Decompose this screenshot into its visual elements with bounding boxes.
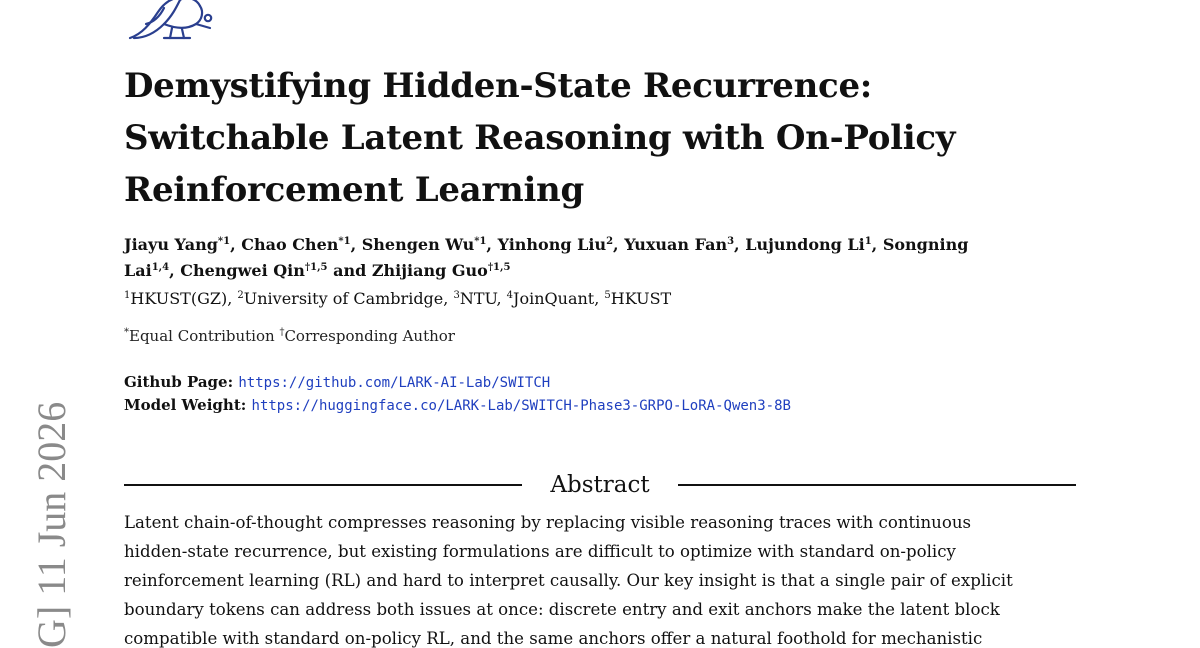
affil-name: University of Cambridge bbox=[243, 289, 444, 308]
author-separator: , bbox=[230, 235, 242, 254]
author-separator: , bbox=[871, 235, 883, 254]
affil-sup: 4 bbox=[506, 290, 514, 301]
author-line bbox=[124, 258, 1084, 284]
model-weight-row bbox=[124, 394, 791, 417]
abstract-header bbox=[124, 470, 1076, 500]
author-list bbox=[124, 232, 1084, 284]
resource-links bbox=[124, 371, 791, 417]
equal-contribution-text: Equal Contribution bbox=[129, 327, 280, 345]
affil-separator: , bbox=[227, 289, 238, 308]
model-weight-link[interactable]: https://huggingface.co/LARK-Lab/SWITCH-Phase3-GRPO-LoRA-Qwen3-8B bbox=[251, 398, 791, 414]
affil-name: NTU bbox=[459, 289, 497, 308]
affil-separator: , bbox=[594, 289, 605, 308]
arxiv-watermark: G] 11 Jun 2026 bbox=[29, 401, 74, 648]
author-name: Jiayu Yang bbox=[124, 235, 218, 254]
abstract-text bbox=[124, 508, 1076, 648]
affil-sup: 1 bbox=[124, 290, 131, 301]
author-sup: 3 bbox=[727, 236, 735, 247]
abstract-rule-left bbox=[124, 484, 522, 486]
title-line: Switchable Latent Reasoning with On-Policy bbox=[124, 118, 956, 158]
author-name: Lai bbox=[124, 261, 152, 280]
title-line: Demystifying Hidden-State Recurrence: bbox=[124, 66, 873, 106]
author-separator: and bbox=[327, 261, 372, 280]
author-separator: , bbox=[350, 235, 362, 254]
affil-name: HKUST bbox=[610, 289, 672, 308]
affil-sup: 3 bbox=[453, 290, 460, 301]
abstract-line: boundary tokens can address both issues at once: discrete entry and exit anchors make the latent block bbox=[124, 600, 1000, 619]
abstract-heading: Abstract bbox=[550, 472, 650, 498]
author-sup: 2 bbox=[606, 236, 614, 247]
author-sup: *1 bbox=[217, 236, 231, 247]
author-sup: *1 bbox=[338, 236, 351, 247]
abstract-line: compatible with standard on-policy RL, and the same anchors offer a natural foothold for mechanistic bbox=[124, 629, 983, 648]
author-sup: *1 bbox=[474, 236, 487, 247]
author-separator: , bbox=[169, 261, 181, 280]
affil-name: JoinQuant bbox=[513, 289, 595, 308]
abstract-line: reinforcement learning (RL) and hard to interpret causally. Our key insight is that a single pair of explicit bbox=[124, 571, 1013, 590]
author-sup: 1,4 bbox=[151, 262, 170, 273]
github-label: Github Page: bbox=[124, 373, 239, 391]
affil-separator: , bbox=[496, 289, 507, 308]
author-name: Yinhong Liu bbox=[497, 235, 607, 254]
author-sup: †1,5 bbox=[487, 262, 511, 273]
author-name: Zhijiang Guo bbox=[371, 261, 488, 280]
author-name: Shengen Wu bbox=[361, 235, 475, 254]
title-line: Reinforcement Learning bbox=[124, 170, 584, 210]
lark-bird-logo-icon bbox=[124, 0, 220, 44]
affil-sup: 2 bbox=[237, 290, 244, 301]
equal-contribution-mark: * bbox=[124, 327, 129, 338]
paper-title bbox=[124, 60, 1104, 216]
author-name: Chao Chen bbox=[241, 235, 339, 254]
author-separator: , bbox=[734, 235, 746, 254]
github-row bbox=[124, 371, 791, 394]
corresponding-author-mark: † bbox=[279, 327, 285, 338]
corresponding-author-text: Corresponding Author bbox=[284, 327, 455, 345]
github-link[interactable]: https://github.com/LARK-AI-Lab/SWITCH bbox=[238, 375, 551, 391]
affil-separator: , bbox=[443, 289, 454, 308]
affil-name: HKUST(GZ) bbox=[130, 289, 228, 308]
abstract-line: Latent chain-of-thought compresses reasoning by replacing visible reasoning traces with continuous bbox=[124, 513, 972, 532]
author-name: Yuxuan Fan bbox=[624, 235, 728, 254]
author-line bbox=[124, 232, 1084, 258]
abstract-line: hidden-state recurrence, but existing formulations are difficult to optimize with standard on-policy bbox=[124, 542, 956, 561]
abstract-rule-right bbox=[678, 484, 1076, 486]
model-weight-label: Model Weight: bbox=[124, 396, 252, 414]
author-sup: †1,5 bbox=[304, 262, 328, 273]
author-separator: , bbox=[613, 235, 625, 254]
affiliations bbox=[124, 286, 671, 312]
author-separator: , bbox=[486, 235, 498, 254]
author-name: Lujundong Li bbox=[745, 235, 865, 254]
author-name: Chengwei Qin bbox=[180, 261, 305, 280]
author-name: Songning bbox=[882, 235, 969, 254]
author-sup: 1 bbox=[864, 236, 872, 247]
contribution-notes bbox=[124, 324, 455, 348]
affil-sup: 5 bbox=[604, 290, 611, 301]
